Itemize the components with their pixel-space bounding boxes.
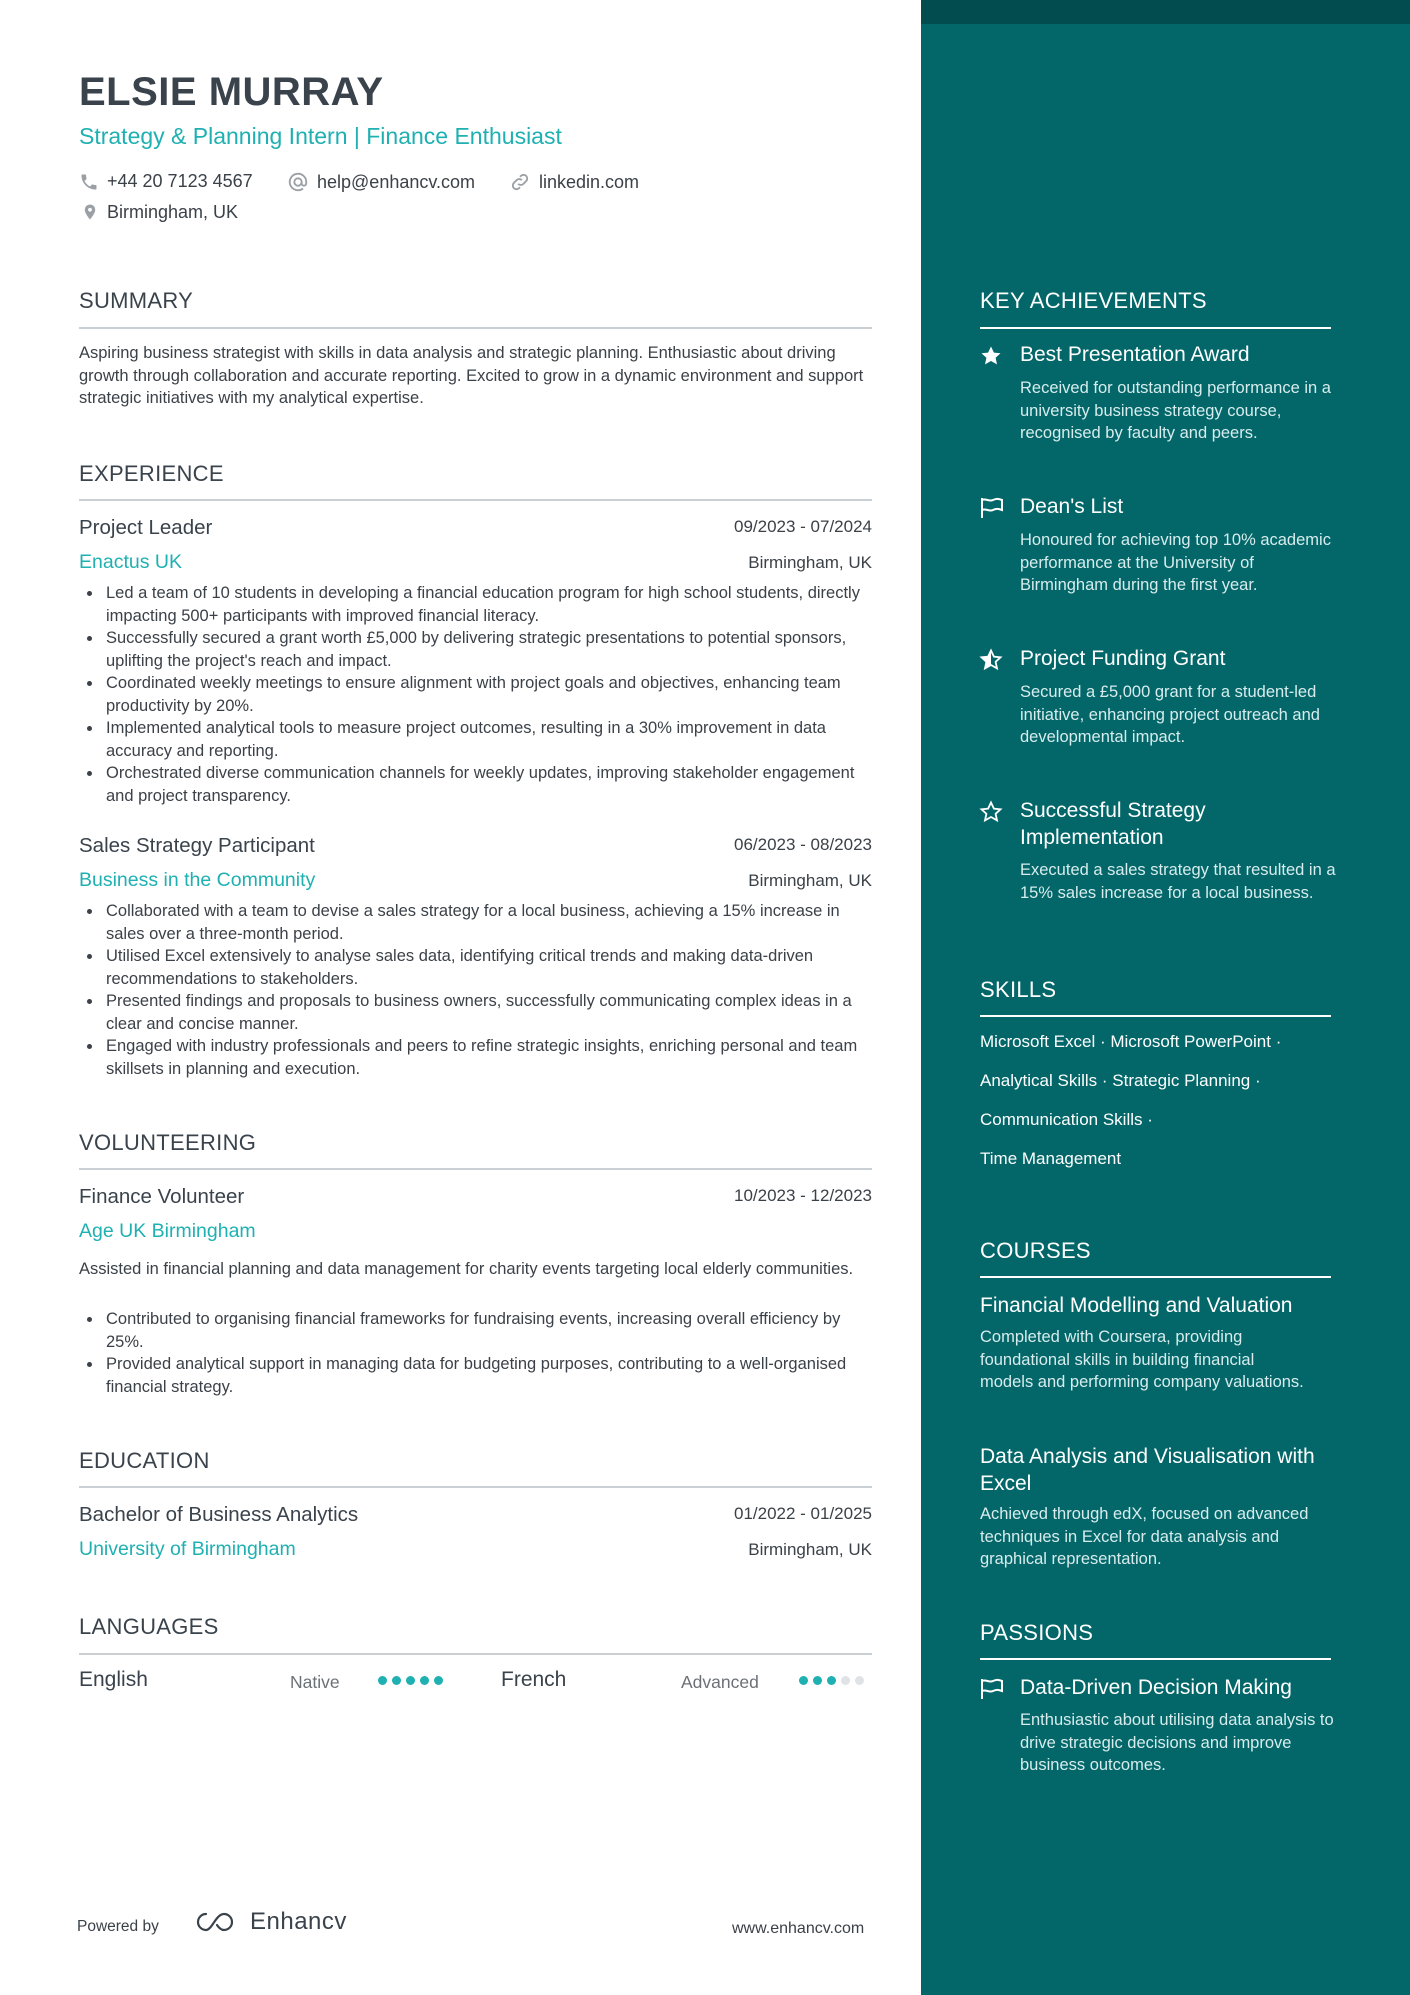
half-star-icon [979,648,1003,677]
skills-line: Analytical Skills · Strategic Planning · [980,1071,1261,1090]
experience-location: Birmingham, UK [748,871,872,890]
volunteering-role: Finance Volunteer [79,1185,245,1208]
rating-dot-filled [420,1676,429,1685]
skills-line: Microsoft Excel · Microsoft PowerPoint · [980,1032,1282,1051]
achievement-title: Successful Strategy Implementation [1020,799,1206,849]
course-title: Data Analysis and Visualisation with Excel [980,1445,1315,1495]
courses-title: COURSES [980,1238,1091,1263]
volunteering-bullets [79,1308,879,1398]
language-name: English [79,1668,148,1691]
course-title: Financial Modelling and Valuation [980,1294,1293,1317]
summary-title: SUMMARY [79,288,194,313]
star-outline-icon [979,800,1003,829]
education-dates: 01/2022 - 01/2025 [733,1504,872,1523]
rating-dot-filled [434,1676,443,1685]
passion-title: Data-Driven Decision Making [1020,1676,1292,1699]
candidate-headline: Strategy & Planning Intern | Finance Enthusiast [79,123,562,149]
courses-divider [980,1276,1331,1278]
bullet-item: Led a team of 10 students in developing a financial education program for high school students, directly impacting 500+ participants with improved financial literacy. [79,582,879,627]
location-text: Birmingham, UK [107,201,239,222]
experience-bullets [79,900,879,1080]
experience-role: Sales Strategy Participant [79,834,315,857]
bullet-item: Engaged with industry professionals and peers to refine strategic insights, enriching personal and team skillsets in planning and execution. [79,1035,879,1080]
rating-dot-empty [855,1676,864,1685]
email-text: help@enhancv.com [317,171,476,192]
skills-line: Time Management [980,1149,1122,1168]
contact-email[interactable] [287,171,475,193]
contact-linkedin[interactable] [509,171,639,193]
experience-dates: 09/2023 - 07/2024 [733,517,872,536]
achievement-title: Best Presentation Award [1020,343,1250,366]
link-icon [509,171,531,193]
rating-dot-filled [406,1676,415,1685]
skills-title: SKILLS [980,977,1057,1002]
rating-dot-filled [827,1676,836,1685]
bullet-item: Contributed to organising financial frameworks for fundraising events, increasing overall efficiency by 25%. [79,1308,879,1353]
course-description: Achieved through edX, focused on advanced techniques in Excel for data analysis and graphical representation. [980,1505,1309,1568]
volunteering-description: Assisted in financial planning and data management for charity events targeting local elderly communities. [79,1260,854,1278]
languages-title: LANGUAGES [79,1614,219,1639]
key-achievements-title: KEY ACHIEVEMENTS [980,288,1207,313]
rating-dot-filled [378,1676,387,1685]
flag-icon [979,496,1005,525]
rating-dot-filled [813,1676,822,1685]
location-pin-icon [81,201,99,223]
experience-bullets [79,582,879,807]
language-level: Native [290,1672,340,1692]
bullet-item: Utilised Excel extensively to analyse sales data, identifying critical trends and making data-driven recommendations to stakeholders. [79,945,879,990]
course-description: Completed with Coursera, providing foundational skills in building financial models and performing company valuations. [980,1328,1304,1391]
enhancv-logo[interactable] [194,1908,347,1936]
achievement-title: Dean's List [1020,495,1124,518]
flag-icon [979,1677,1005,1706]
language-rating [378,1676,443,1685]
achievement-description: Honoured for achieving top 10% academic performance at the University of Birmingham during the first year. [1020,531,1331,594]
bullet-item: Provided analytical support in managing data for budgeting purposes, contributing to a well-organised financial strategy. [79,1353,879,1398]
rating-dot-filled [799,1676,808,1685]
bullet-item: Collaborated with a team to devise a sales strategy for a local business, achieving a 15% increase in sales over a three-month period. [79,900,879,945]
achievement-description: Secured a £5,000 grant for a student-led initiative, enhancing project outreach and developmental impact. [1020,683,1320,746]
experience-title: EXPERIENCE [79,461,224,486]
education-degree: Bachelor of Business Analytics [79,1503,359,1526]
summary-text: Aspiring business strategist with skills in data analysis and strategic planning. Enthusiastic about driving growth through collaboration and accurate reporting. Excited to grow in a dynamic environment and support strategic initiatives with my analytical expertise. [79,344,864,407]
linkedin-text: linkedin.com [539,171,640,192]
phone-text: +44 20 7123 4567 [107,171,253,191]
volunteering-title: VOLUNTEERING [79,1130,257,1155]
education-school[interactable]: University of Birmingham [79,1538,296,1560]
language-rating [799,1676,864,1685]
experience-dates: 06/2023 - 08/2023 [733,835,872,854]
bullet-item: Orchestrated diverse communication channels for weekly updates, improving stakeholder engagement and project transparency. [79,762,879,807]
education-location: Birmingham, UK [748,1540,872,1559]
skills-divider [980,1015,1331,1017]
enhancv-logo-icon [194,1910,240,1934]
education-divider [79,1486,872,1488]
passion-description: Enthusiastic about utilising data analysis to drive strategic decisions and improve business outcomes. [1020,1711,1334,1774]
enhancv-brand-text: Enhancv [250,1908,347,1935]
contact-location [81,201,238,223]
languages-divider [79,1653,872,1655]
candidate-name: ELSIE MURRAY [79,70,384,114]
education-title: EDUCATION [79,1448,210,1473]
bullet-item: Coordinated weekly meetings to ensure alignment with project goals and objectives, enhancing team productivity by 20%. [79,672,879,717]
volunteering-divider [79,1168,872,1170]
contact-phone[interactable] [79,171,253,192]
phone-icon [79,172,99,192]
star-icon [979,344,1003,373]
experience-divider [79,499,872,501]
summary-divider [79,327,872,329]
volunteering-org[interactable]: Age UK Birmingham [79,1220,256,1242]
at-icon [287,171,309,193]
achievement-description: Received for outstanding performance in a university business strategy course, recognised by faculty and peers. [1020,379,1331,442]
rating-dot-filled [392,1676,401,1685]
rating-dot-empty [841,1676,850,1685]
passions-divider [980,1658,1331,1660]
skills-line: Communication Skills · [980,1110,1153,1129]
experience-org[interactable]: Business in the Community [79,869,316,891]
language-level: Advanced [681,1672,759,1692]
passions-title: PASSIONS [980,1620,1094,1645]
experience-role: Project Leader [79,516,213,539]
sidebar-top-bar [921,0,1410,24]
website-link[interactable]: www.enhancv.com [732,1920,865,1937]
bullet-item: Implemented analytical tools to measure project outcomes, resulting in a 30% improvement in data accuracy and reporting. [79,717,879,762]
achievement-description: Executed a sales strategy that resulted in a 15% sales increase for a local business. [1020,861,1336,902]
bullet-item: Successfully secured a grant worth £5,000 by delivering strategic presentations to potential sponsors, uplifting the project's reach and impact. [79,627,879,672]
volunteering-dates: 10/2023 - 12/2023 [733,1186,872,1205]
key-achievements-divider [980,327,1331,329]
powered-by-label: Powered by [77,1918,159,1935]
experience-org[interactable]: Enactus UK [79,551,182,573]
language-name: French [501,1668,567,1691]
bullet-item: Presented findings and proposals to business owners, successfully communicating complex ideas in a clear and concise manner. [79,990,879,1035]
experience-location: Birmingham, UK [748,553,872,572]
achievement-title: Project Funding Grant [1020,647,1226,670]
